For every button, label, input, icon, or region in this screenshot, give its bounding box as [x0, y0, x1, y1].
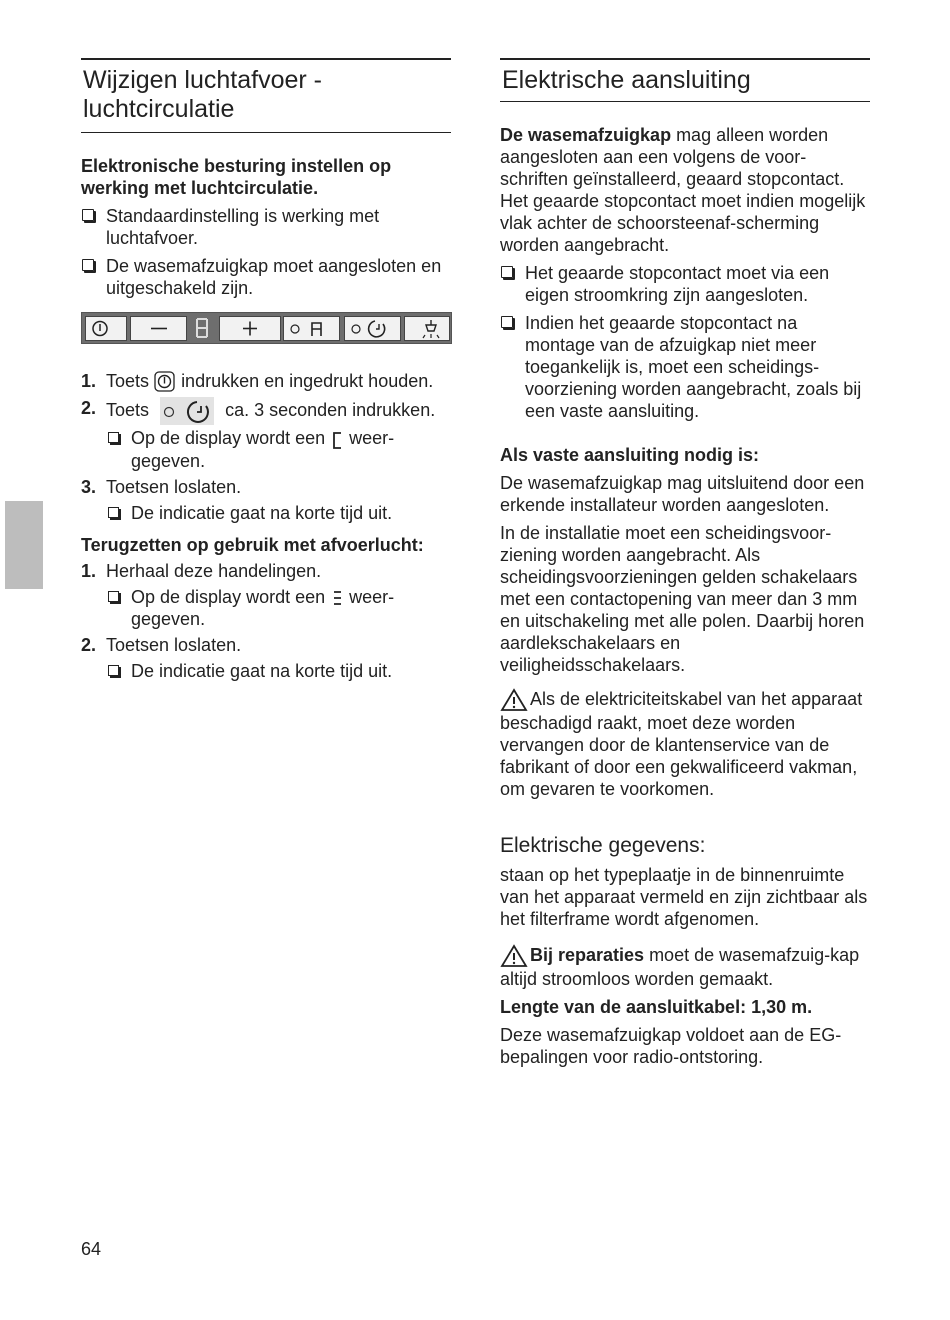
timer-icon: [345, 317, 400, 340]
intro-paragraph: De wasemafzuigkap mag alleen worden aangesloten aan een volgens de voor-schriften geïnstalleerd, geaard stopcontact. Het geaarde stopcontact moet indien mogelijk vlak achter de schoorsteenaf-scherming worden aangebracht.: [500, 125, 866, 255]
light-button: [404, 316, 450, 341]
step-item: 1. Herhaal deze handelingen.: [81, 560, 322, 581]
section-title-electrical: Elektrische aansluiting: [500, 60, 870, 102]
page-number: 64: [81, 1239, 102, 1259]
intensive-button: [283, 316, 340, 341]
bullet-item: Standaardinstelling is werking met luchtafvoer.: [81, 205, 451, 249]
subheading-restore: Terugzetten op gebruik met afvoerlucht:: [81, 534, 424, 555]
step-item: 2. Toetsen loslaten.: [81, 634, 242, 655]
right-column: [500, 58, 870, 1068]
warning-icon: [500, 944, 528, 968]
left-steps: [81, 370, 451, 682]
subheading-fixed-connection: Als vaste aansluiting nodig is:: [500, 445, 760, 465]
bullet-item: Het geaarde stopcontact moet via een eigen stroomkring zijn aangesloten.: [500, 262, 870, 306]
sub-bullet-item: Op de display wordt een weer-gegeven.: [81, 586, 451, 630]
intensive-a-icon: [284, 317, 339, 340]
paragraph: De wasemafzuigkap mag uitsluitend door een erkende installateur worden aangesloten.: [500, 473, 865, 515]
display-c-icon: [330, 430, 344, 450]
section-tab-marker: [5, 501, 43, 589]
sub-bullet-item: Op de display wordt een weer-gegeven.: [81, 427, 451, 471]
subheading-electrical-data: Elektrische gegevens:: [500, 834, 706, 857]
control-panel-illustration: [81, 312, 452, 344]
display-three-bars-icon: [330, 588, 344, 608]
subheading-recirculation: Elektronische besturing instellen op werking met luchtcirculatie.: [81, 156, 392, 198]
bullet-item: Indien het geaarde stopcontact na montage van de afzuigkap niet meer toegankelijk is, moet een scheidings-voorziening worden aangebracht, zoals bij een vaste aansluiting.: [500, 312, 870, 422]
left-column: [81, 58, 451, 299]
minus-button: [130, 316, 187, 341]
light-icon: [405, 317, 449, 340]
timer-button: [344, 316, 401, 341]
power-key-icon: [154, 371, 176, 393]
step-item: 3. Toetsen loslaten.: [81, 476, 242, 497]
power-icon: [86, 317, 126, 340]
section-title-air-mode: Wijzigen luchtafvoer - luchtcirculatie: [81, 60, 451, 133]
cable-length: Lengte van de aansluitkabel: 1,30 m.: [500, 997, 813, 1017]
step-item: 2. Toets ca. 3 seconden indrukken.: [81, 397, 451, 425]
plus-icon: [220, 317, 280, 340]
step-item: 1. Toets indrukken en ingedrukt houden.: [81, 370, 451, 393]
warning-icon: [500, 688, 528, 712]
minus-icon: [131, 317, 186, 340]
plus-button: [219, 316, 281, 341]
warning-paragraph: Bij reparaties moet de wasemafzuig-kap altijd stroomloos worden gemaakt.: [500, 945, 860, 989]
sub-bullet-item: De indicatie gaat na korte tijd uit.: [81, 502, 451, 524]
bullet-item: De wasemafzuigkap moet aangesloten en uitgeschakeld zijn.: [81, 255, 451, 299]
sub-bullet-item: De indicatie gaat na korte tijd uit.: [81, 660, 451, 682]
segment-display-icon: [192, 316, 214, 340]
paragraph: staan op het typeplaatje in de binnenruimte van het apparaat vermeld en zijn zichtbaar als het filterframe wordt afgenomen.: [500, 865, 868, 929]
power-button: [85, 316, 127, 341]
warning-paragraph: Als de elektriciteitskabel van het apparaat beschadigd raakt, moet deze worden vervangen door de klantenservice van de fabrikant of door een gekwalificeerd vakman, om gevaren te voorkomen.: [500, 689, 863, 799]
paragraph: In de installatie moet een scheidingsvoor-ziening worden aangebracht. Als scheidingsvoorzieningen gelden schakelaars met een contactopening van meer dan 3 mm en uitschakeling met alle polen. Daarbij horen aardlekschakelaars en veiligheidsschakelaars.: [500, 523, 865, 675]
paragraph: Deze wasemafzuigkap voldoet aan de EG-bepalingen voor radio-ontstoring.: [500, 1025, 842, 1067]
timer-key-icon: [160, 397, 214, 425]
